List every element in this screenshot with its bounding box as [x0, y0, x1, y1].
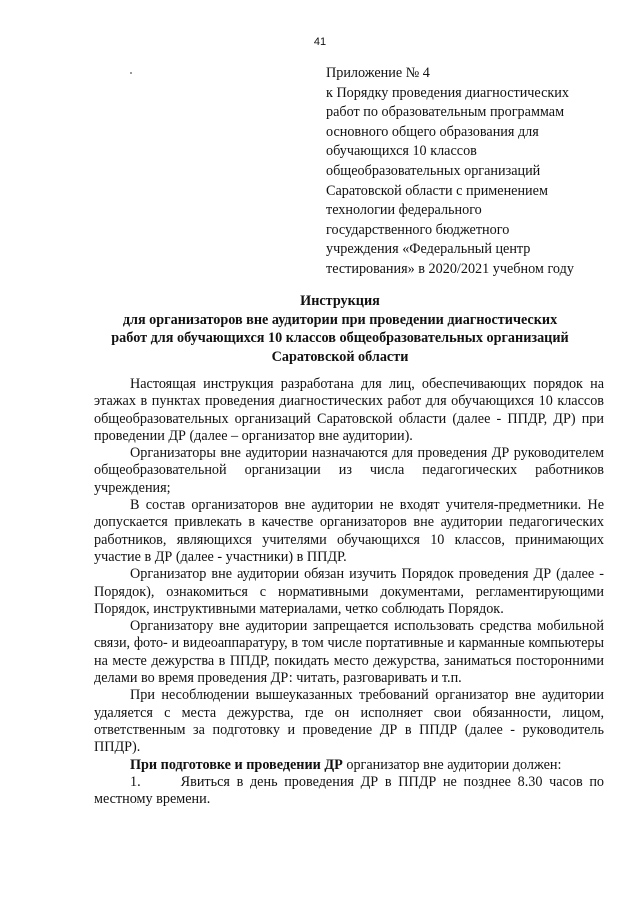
duty-text: Явиться в день проведения ДР в ППДР не позднее 8.30 часов по местному времени. — [94, 773, 605, 808]
title-line: Саратовской области — [271, 348, 409, 365]
instruction-body — [94, 376, 604, 808]
title-line: Инструкция — [300, 293, 380, 309]
paragraph: Организатор вне аудитории обязан изучить Порядок проведения ДР (далее - Порядок), ознакомиться с нормативными документами, регламентирующими Порядок, инструктивными материалами, четко соблюдать Порядок. — [94, 566, 604, 617]
appendix-line: основного общего образования для — [326, 123, 539, 140]
scan-dot — [130, 72, 132, 74]
appendix-header — [326, 64, 626, 280]
paragraph: При несоблюдении вышеуказанных требований организатор вне аудитории удаляется с места дежурства, где он исполняет свои обязанности, лицом, ответственным за подготовку и проведение ДР в ППДР (далее - руководитель ППДР). — [94, 687, 604, 756]
duties-lead — [94, 757, 604, 774]
title-line: работ для обучающихся 10 классов общеобразовательных организаций — [111, 330, 569, 346]
appendix-line: Приложение № 4 — [326, 65, 430, 81]
page-number: 41 — [313, 36, 327, 48]
appendix-line: государственного бюджетного — [326, 221, 510, 238]
paragraph: В состав организаторов вне аудитории не входят учителя-предметники. Не допускается привлекать в качестве организаторов вне аудитории педагогических работников, являющихся учителями обучающихся 10 классов, принимающих участие в ДР (далее - участники) в ППДР. — [94, 497, 604, 565]
paragraph: Организатору вне аудитории запрещается использовать средства мобильной связи, фото- и видеоаппаратуру, в том числе портативные и карманные компьютеры на месте дежурства в ППДР, покидать место дежурства, заниматься посторонними делами во время проведения ДР: читать, разговаривать и т.п. — [94, 618, 604, 687]
duties-lead-rest: организатор вне аудитории должен: — [342, 756, 562, 773]
duties-lead-bold: При подготовке и проведении ДР — [130, 756, 343, 773]
appendix-line: учреждения «Федеральный центр — [326, 241, 531, 258]
paragraph: Настоящая инструкция разработана для лиц, обеспечивающих порядок на этажах в пунктах проведения диагностических работ для обучающихся 10 классов общеобразовательных организаций Саратовской области (далее - ППДР, ДР) при проведении ДР (далее – организатор вне аудитории). — [94, 376, 604, 444]
appendix-line: к Порядку проведения диагностических — [326, 84, 569, 101]
title-line: для организаторов вне аудитории при проведении диагностических — [122, 311, 558, 328]
duty-item — [94, 774, 604, 809]
appendix-line: Саратовской области с применением — [326, 182, 548, 199]
appendix-line: технологии федерального — [326, 202, 482, 219]
document-title — [80, 292, 600, 366]
paragraph: Организаторы вне аудитории назначаются для проведения ДР руководителем общеобразовательной организации из числа педагогических работников учреждения; — [94, 445, 604, 496]
duty-number: 1. — [130, 773, 141, 790]
appendix-line: обучающихся 10 классов — [326, 143, 477, 160]
appendix-line: работ по образовательным программам — [326, 104, 565, 121]
appendix-line: тестирования» в 2020/2021 учебном году — [326, 260, 574, 277]
appendix-line: общеобразовательных организаций — [326, 162, 541, 179]
